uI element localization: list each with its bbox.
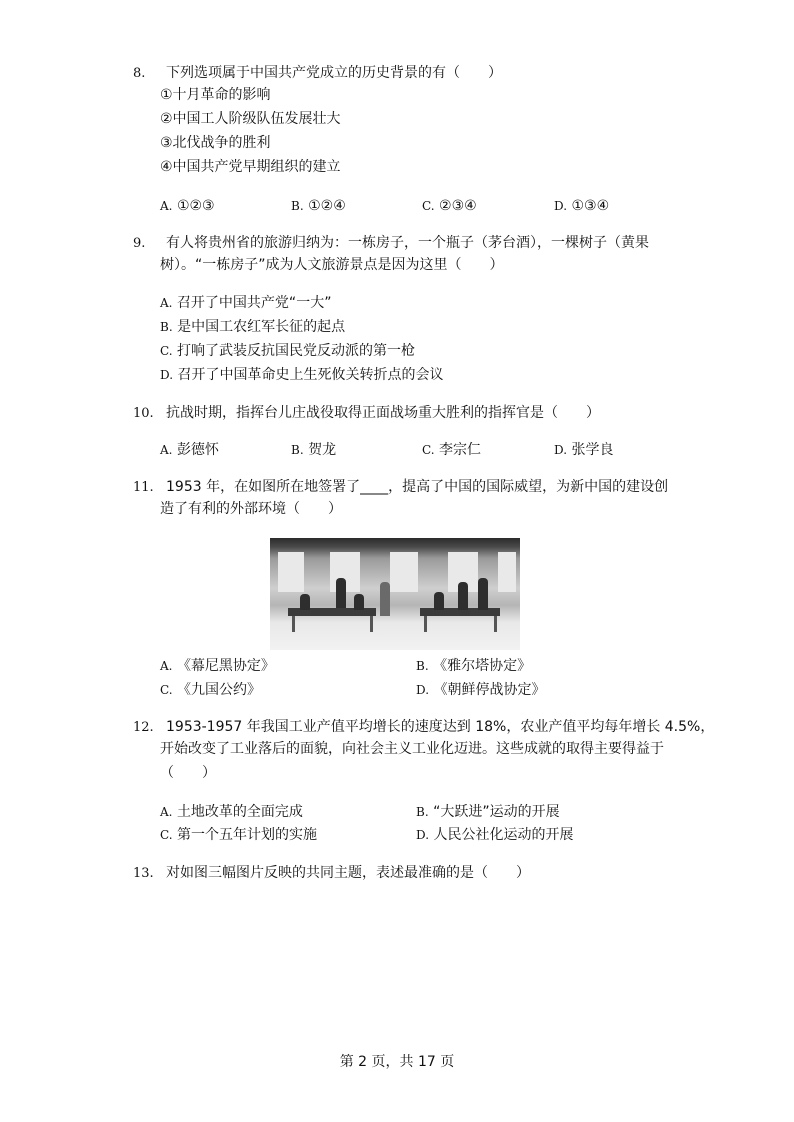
option-letter: C.	[160, 344, 173, 358]
q10-stem: 抗战时期，指挥台儿庄战役取得正面战场重大胜利的指挥官是（ ）	[166, 405, 600, 421]
option-text: 《朝鲜停战协定》	[433, 682, 546, 698]
q8-option-c[interactable]	[422, 196, 477, 216]
option-text: ②③④	[439, 198, 477, 214]
q12-number: 12.	[133, 720, 154, 735]
option-text: 打响了武装反抗国民党反动派的第一枪	[177, 343, 416, 359]
q8-stem: 下列选项属于中国共产党成立的历史背景的有（ ）	[166, 65, 502, 81]
q10-option-c[interactable]	[422, 440, 481, 460]
q9-option-c[interactable]	[160, 341, 415, 361]
q11-option-d[interactable]	[416, 680, 545, 700]
option-letter: B.	[160, 320, 173, 334]
option-letter: D.	[416, 828, 430, 842]
option-letter: C.	[422, 443, 435, 457]
option-letter: D.	[554, 443, 568, 457]
q11-option-a[interactable]	[160, 656, 275, 676]
q9-option-b[interactable]	[160, 317, 345, 337]
q12-option-a[interactable]	[160, 802, 303, 822]
q11-option-c[interactable]	[160, 680, 261, 700]
option-letter: C.	[160, 683, 173, 697]
option-letter: B.	[291, 199, 304, 213]
option-letter: B.	[416, 805, 429, 819]
option-text: 人民公社化运动的开展	[433, 827, 574, 843]
option-text: 召开了中国革命史上生死攸关转折点的会议	[177, 367, 444, 383]
option-letter: D.	[416, 683, 430, 697]
option-text: 《雅尔塔协定》	[433, 658, 532, 674]
q10-option-d[interactable]	[554, 440, 613, 460]
q9-option-d[interactable]	[160, 365, 443, 385]
q11-number: 11.	[133, 480, 154, 495]
option-letter: A.	[160, 199, 173, 213]
option-letter: B.	[416, 659, 429, 673]
q13-number: 13.	[133, 866, 154, 881]
option-text: 彭德怀	[176, 442, 219, 458]
option-text: ①③④	[571, 198, 610, 214]
armistice-signing-photo	[270, 538, 520, 650]
q11-stem-line1: 1953 年，在如图所在地签署了____，提高了中国的国际威望，为新中国的建设创	[166, 479, 669, 495]
option-letter: D.	[160, 368, 174, 382]
q9-option-a[interactable]	[160, 293, 331, 313]
option-text: 《九国公约》	[177, 682, 262, 698]
q11-stem-line2: 造了有利的外部环境（ ）	[160, 501, 342, 517]
option-letter: C.	[160, 828, 173, 842]
q10-number: 10.	[133, 406, 154, 421]
page-footer: 第 2 页，共 17 页	[339, 1054, 455, 1070]
q8-number: 8.	[133, 66, 146, 81]
q12-stem-line2: 开始改变了工业落后的面貌，向社会主义工业化迈进。这些成就的取得主要得益于	[160, 741, 664, 757]
q8-item-1: ①十月革命的影响	[160, 87, 271, 103]
option-text: 贺龙	[308, 442, 337, 458]
option-text: ①②③	[176, 198, 215, 214]
q9-stem-line2: 树）。“一栋房子”成为人文旅游景点是因为这里（ ）	[160, 257, 504, 273]
q9-number: 9.	[133, 236, 146, 251]
option-text: 土地改革的全面完成	[176, 804, 303, 820]
option-text: 张学良	[571, 442, 614, 458]
option-letter: A.	[160, 443, 173, 457]
option-text: 召开了中国共产党“一大”	[176, 295, 332, 311]
option-text: ①②④	[308, 198, 346, 214]
q11-option-b[interactable]	[416, 656, 531, 676]
q10-option-b[interactable]	[291, 440, 336, 460]
q12-option-c[interactable]	[160, 825, 317, 845]
option-text: 李宗仁	[439, 442, 482, 458]
option-letter: A.	[160, 296, 173, 310]
option-letter: D.	[554, 199, 568, 213]
q8-option-b[interactable]	[291, 196, 346, 216]
option-letter: A.	[160, 659, 173, 673]
option-text: 第一个五年计划的实施	[177, 827, 318, 843]
q10-option-a[interactable]	[160, 440, 219, 460]
option-text: “大跃进”运动的开展	[433, 804, 560, 820]
option-letter: C.	[422, 199, 435, 213]
option-text: 《幕尼黑协定》	[176, 658, 275, 674]
q8-item-2: ②中国工人阶级队伍发展壮大	[160, 111, 341, 127]
option-text: 是中国工农红军长征的起点	[177, 319, 346, 335]
q12-stem-line1: 1953-1957 年我国工业产值平均增长的速度达到 18%，农业产值平均每年增长 4.5%，	[166, 719, 715, 735]
q8-option-d[interactable]	[554, 196, 609, 216]
option-letter: A.	[160, 805, 173, 819]
option-letter: B.	[291, 443, 304, 457]
q12-stem-line3: （ ）	[160, 765, 216, 781]
q8-item-3: ③北伐战争的胜利	[160, 135, 271, 151]
q13-stem: 对如图三幅图片反映的共同主题，表述最准确的是（ ）	[166, 865, 530, 881]
q8-item-4: ④中国共产党早期组织的建立	[160, 159, 341, 175]
q12-option-d[interactable]	[416, 825, 573, 845]
q9-stem-line1: 有人将贵州省的旅游归纳为：一栋房子，一个瓶子（茅台酒），一棵树子（黄果	[166, 235, 649, 251]
q12-option-b[interactable]	[416, 802, 560, 822]
q8-option-a[interactable]	[160, 196, 215, 216]
